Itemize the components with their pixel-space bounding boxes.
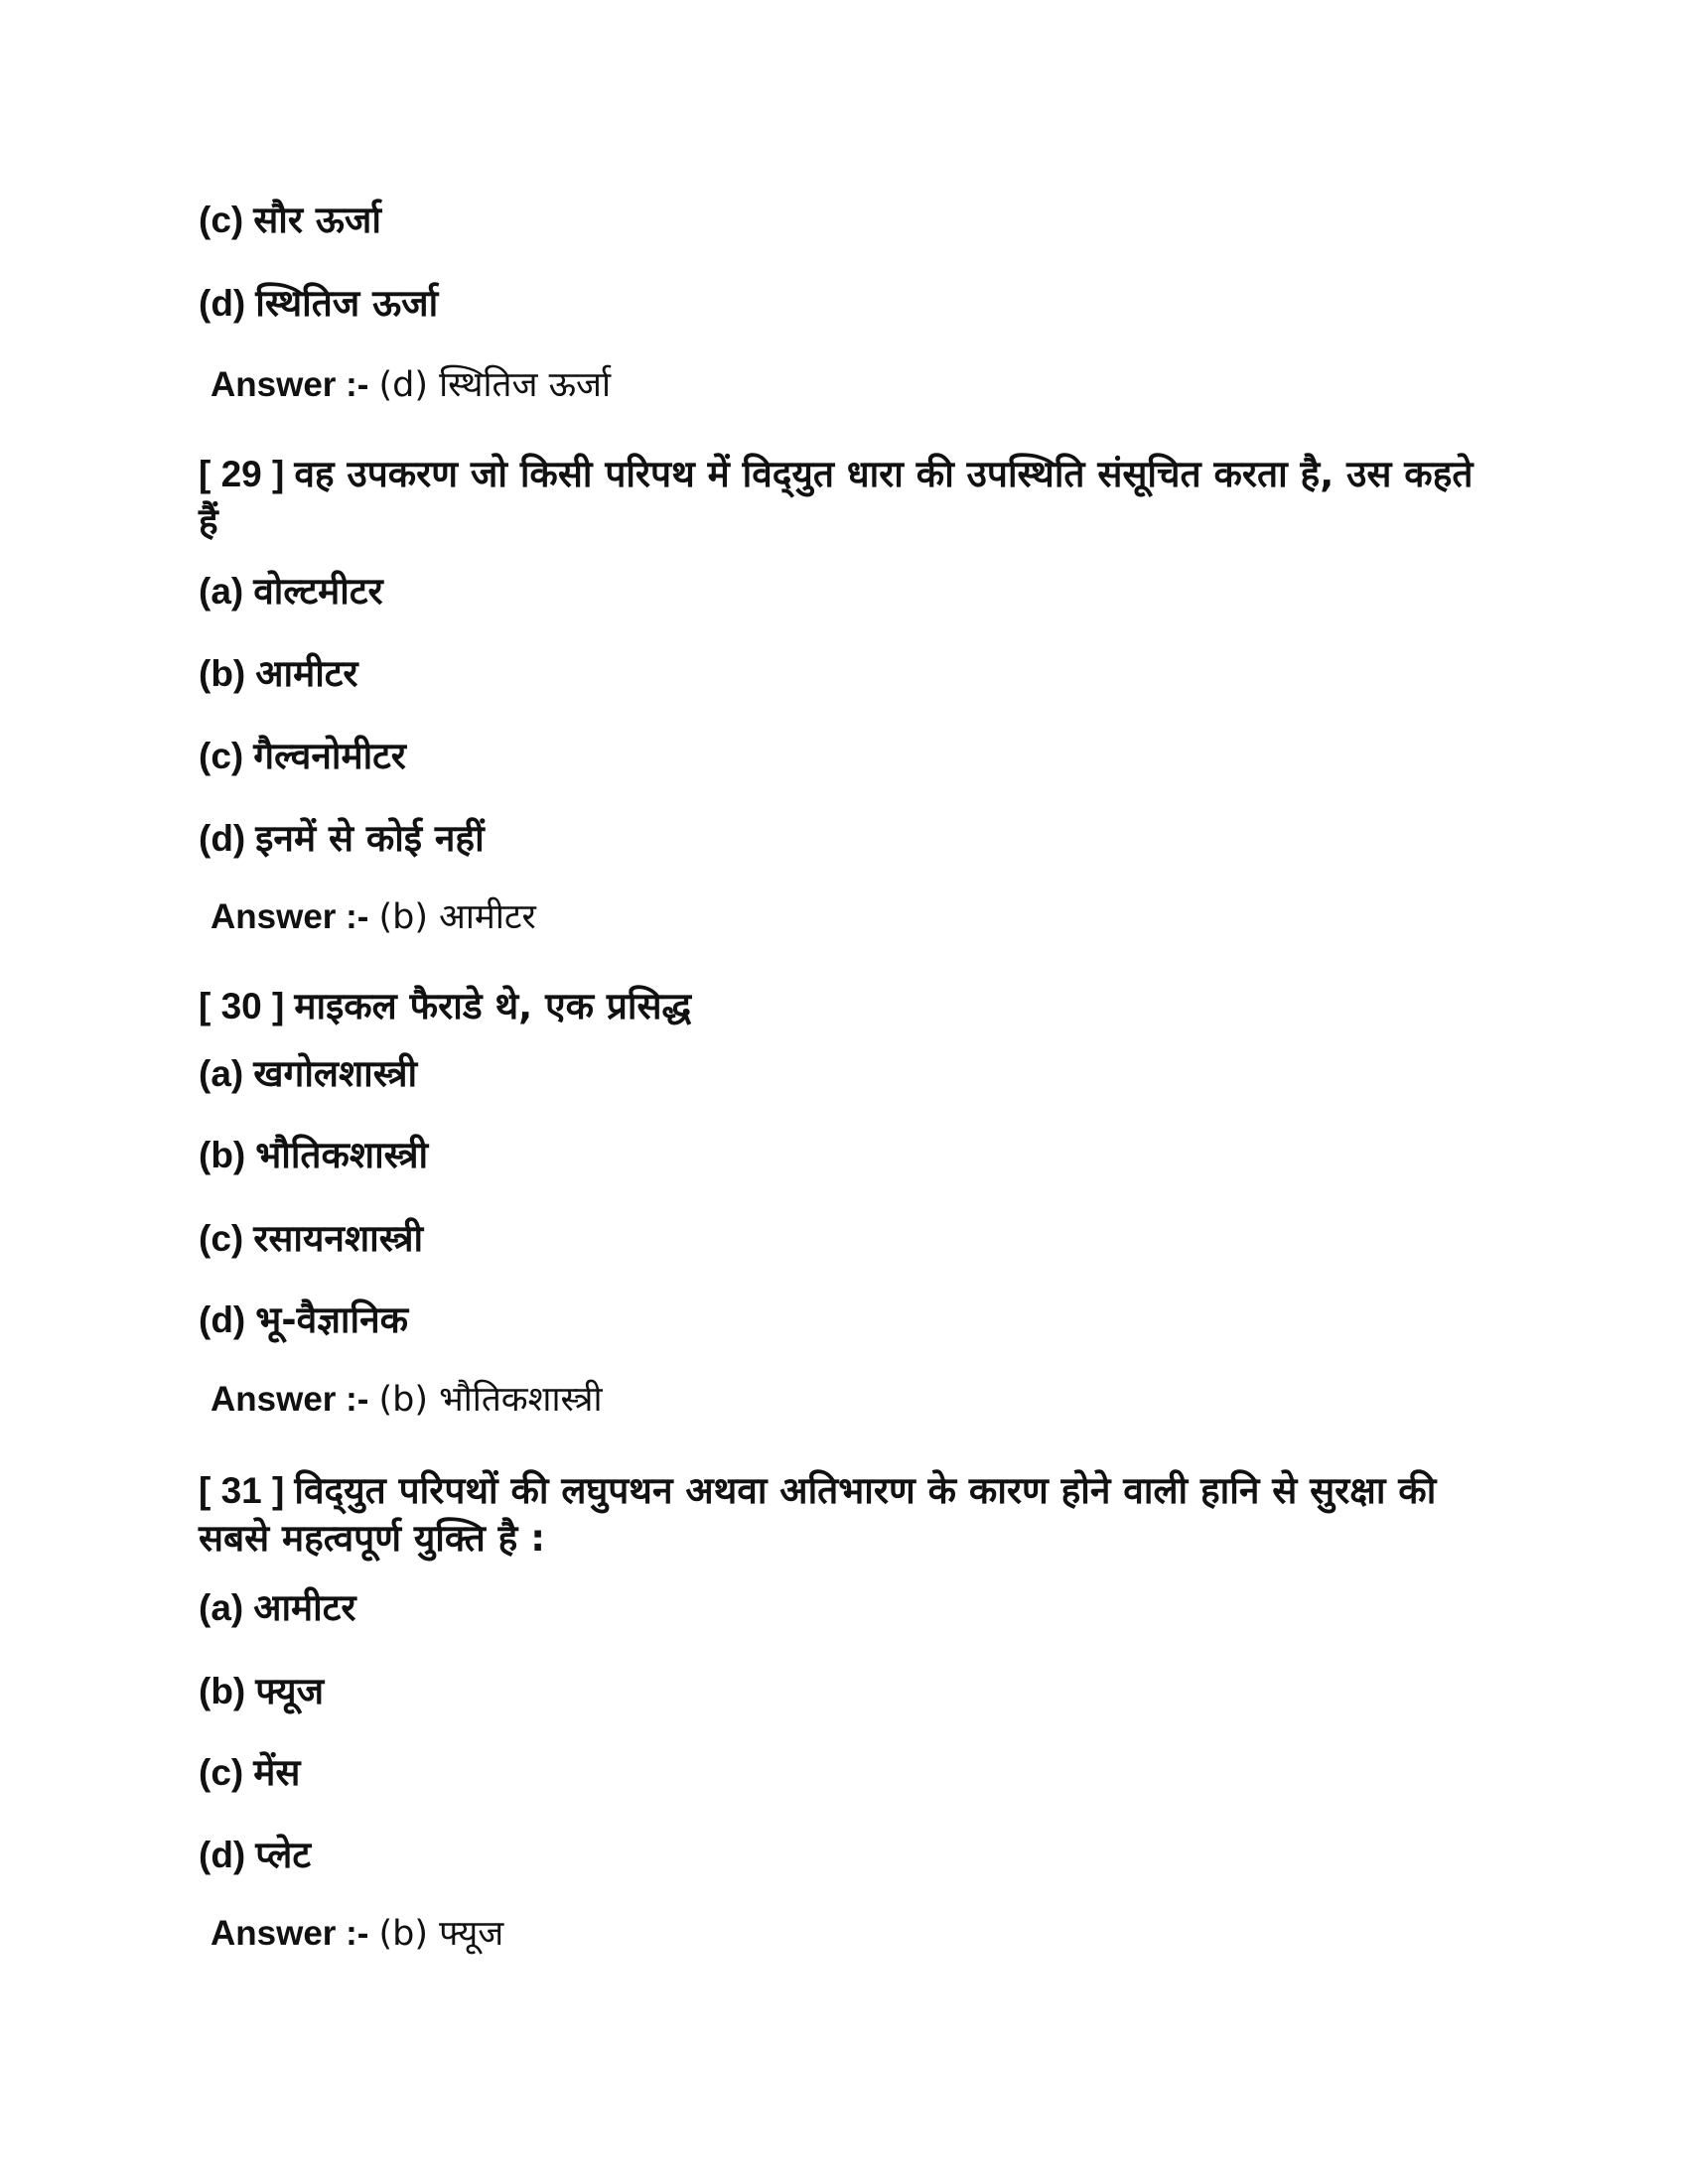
option-d [199,1297,408,1344]
question-29 [199,451,1499,546]
option-text: स्थितिज ऊर्जा [255,282,439,325]
option-key: (d) [199,1299,246,1340]
option-text: आमीटर [255,652,358,695]
question-number: [ 31 ] [199,1470,285,1511]
option-d [199,815,485,863]
question-text: वह उपकरण जो किसी परिपथ में विद्‍युत धारा की उपस्थिति संसूचित करता है, उस कहते हैं [199,453,1474,543]
option-a [199,1584,356,1632]
answer-value: (b) फ्यूज [378,1914,504,1954]
answer-value: (b) भौतिकशास्त्री [378,1380,603,1420]
option-c [199,1749,300,1797]
option-key: (a) [199,1053,244,1094]
answer-label: Answer :- [211,897,369,936]
answer-value: (d) स्थितिज ऊर्जा [378,365,612,405]
option-text: रसायनशास्त्री [253,1217,424,1260]
option-key: (b) [199,1135,246,1175]
answer-label: Answer :- [211,1380,369,1419]
answer-line [211,1376,603,1424]
question-text: माइकल फैराडे थे, एक प्रसिद्ध [294,985,692,1027]
option-b [199,1668,324,1715]
option-key: (a) [199,1587,244,1628]
option-d [199,1832,311,1879]
question-31 [199,1467,1499,1563]
option-key: (d) [199,1835,246,1875]
option-b [199,650,358,698]
option-b [199,1132,428,1179]
answer-label: Answer :- [211,365,369,404]
question-number: [ 29 ] [199,454,285,494]
option-text: फ्यूज [255,1670,325,1712]
question-30 [199,983,1499,1030]
option-key: (c) [199,1752,244,1793]
option-d [199,280,438,328]
option-c [199,197,381,244]
option-key: (c) [199,1218,244,1259]
option-text: सौर ऊर्जा [253,199,381,241]
option-key: (c) [199,736,244,776]
option-key: (c) [199,200,244,240]
answer-line [211,893,536,941]
option-text: प्लेट [255,1834,312,1876]
answer-line [211,361,611,409]
option-text: मेंस [253,1751,301,1794]
option-c [199,1215,423,1263]
option-key: (b) [199,1671,246,1711]
option-text: खगोलशास्त्री [253,1052,418,1095]
answer-label: Answer :- [211,1914,369,1953]
option-text: इनमें से कोई नहीं [255,817,485,860]
option-text: आमीटर [253,1586,356,1629]
option-a [199,568,383,615]
answer-value: (b) आमीटर [378,897,536,937]
option-a [199,1050,417,1098]
option-key: (d) [199,818,246,859]
option-text: भू-वैज्ञानिक [255,1298,409,1341]
option-key: (b) [199,653,246,694]
option-text: गैल्वनोमीटर [253,735,406,777]
option-text: वोल्टमीटर [253,570,383,613]
option-c [199,733,406,780]
answer-line [211,1910,503,1958]
question-text: विद्‍युत परिपथों की लघुपथन अथवा अतिभारण के कारण होने वाली हानि से सुरक्षा की सबसे महत्वपूर्ण युक्ति है : [199,1469,1437,1560]
question-number: [ 30 ] [199,986,285,1026]
option-text: भौतिकशास्त्री [255,1134,429,1176]
option-key: (d) [199,283,246,324]
option-key: (a) [199,571,244,612]
